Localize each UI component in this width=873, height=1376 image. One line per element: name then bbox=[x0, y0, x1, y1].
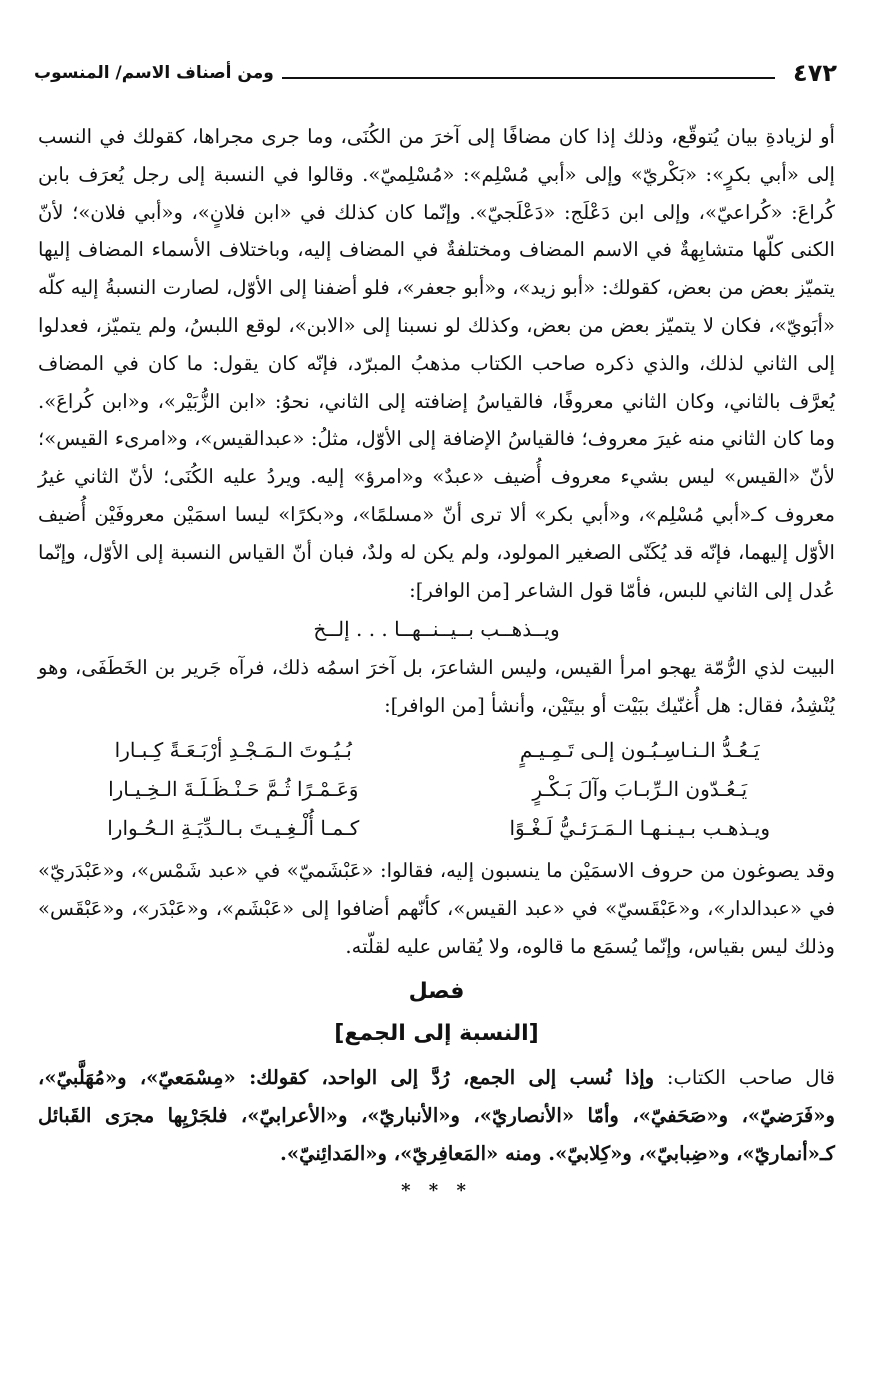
paragraph-section-text bbox=[38, 1059, 835, 1172]
section-title: فصل bbox=[408, 979, 465, 1005]
header-rule bbox=[282, 77, 775, 79]
section-quoted-text: وإذا نُسب إلى الجمع، رُدَّ إلى الواحد، كقولك: «مِسْمَعيّ»، و«مُهَلَّبيّ»، و«فَرَضيّ»، و«صَحَفيّ»، وأمّا «الأنصاريّ»، و«الأنباريّ»، و«الأعرابيّ»، فلجَرْيِها مجرَى القَبائل كـ«أنماريّ»، و«ضِبابيّ»، و«كِلابيّ». ومنه «المَعافِريّ»، و«المَدائِنيّ». bbox=[38, 1066, 835, 1165]
section-intro: قال صاحب الكتاب: bbox=[654, 1066, 835, 1090]
section-subtitle: [النسبة إلى الجمع] bbox=[334, 1021, 539, 1047]
paragraph-compounds: وقد يصوغون من حروف الاسمَيْن ما ينسبون إليه، فقالوا: «عَبْشَميّ» في «عبد شَمْس»، و«عَبْدَريّ» في «عبدالدار»، و«عَبْقَسيّ» في «عبد القيس»، كأنّهم أضافوا إلى «عَبْشَم»، و«عَبْدَر»، و«عَبْقَس» وذلك ليس بقياس، وإنّما يُسمَع ما قالوه، ولا يُقاس عليه لقلّته. bbox=[38, 858, 835, 958]
running-title: ومن أصناف الاسم/ المنسوب bbox=[34, 63, 274, 83]
verse-first-hemistich: يَـعُـدّون الـرِّبـابَ وآلَ بَـكْـرٍ bbox=[532, 776, 748, 801]
verse-fragment: ويــذهــب بــيــنــهــا . . . إلــخ bbox=[313, 617, 560, 642]
poem-verse bbox=[38, 770, 835, 809]
section-separator: * * * bbox=[401, 1179, 472, 1201]
verse-second-hemistich: كـمـا أُلْـغِـيـتَ بـالـدِّيَـةِ الـحُـوارا bbox=[107, 815, 360, 840]
paragraph-attribution: البيت لذي الرُّمّة يهجو امرأ القيس، وليس الشاعرَ، بل آخرَ اسمُه ذلك، فرآه جَرير بن الخَطَفَى، وهو يُنْشِدُ، فقال: هل أُغنّيك ببَيْت أو بيتَيْن، وأنشأ [من الوافر]: bbox=[38, 656, 835, 718]
verse-first-hemistich: ويـذهـب بـيـنـهـا الـمَـرَئـيُّ لَـغْـوًا bbox=[509, 815, 770, 840]
page-header bbox=[34, 56, 837, 90]
page-number: ٤٧٢ bbox=[793, 59, 837, 87]
verse-first-hemistich: يَـعُـدُّ الـنـاسِـبُـون إلـى تَـمِـيـمٍ bbox=[519, 737, 760, 762]
poem-verse bbox=[38, 731, 835, 770]
poem bbox=[38, 731, 835, 848]
verse-second-hemistich: بُـيُـوتَ الـمَـجْـدِ أرْبَـعَـةً كِـبـارا bbox=[114, 737, 352, 762]
verse-second-hemistich: وَعَـمْـرًا ثُـمَّ حَـنْـظَـلَـةَ الـخِـيـارا bbox=[108, 776, 359, 801]
poem-verse bbox=[38, 809, 835, 848]
paragraph-main: أو لزيادةِ بيان يُتوقّع، وذلك إذا كان مضافًا إلى آخرَ من الكُنَى، وما جرى مجراها، كقولك في النسب إلى «أبي بكرٍ»: «بَكْريّ» وإلى «أبي مُسْلِم»: «مُسْلِميّ». وقالوا في النسبة إلى رجل يُعرَف بابن كُراعَ: «كُراعيّ»، وإلى ابن دَعْلَج: «دَعْلَجيّ». وإنّما كان كذلك في «ابن فلانٍ»، و«أبي فلان»؛ لأنّ الكنى كلّها متشابِهةٌ في الاسم المضاف ومختلفةٌ في المضاف إليه، وباختلاف الأسماء المضاف إليها يتميّز بعض من بعض، كقولك: «أبو زيد»، و«أبو جعفر»، فلو أضفنا إلى الأوّل، لصارت النسبةُ إليه كلّه «أبَويّ»، فكان لا يتميّز بعض من بعض، وكذلك لو نسبنا إلى «الابن»، لوقع اللبسُ، ولم يتميّز، فعدلوا إلى الثاني لذلك، والذي ذكره صاحب الكتاب مذهبُ المبرّد، فإنّه كان يقول: ما كان في المضاف يُعرَّف بالثاني، وكان الثاني معروفًا، فالقياسُ إضافته إلى الثاني، نحوُ: «ابن الزُّبَيْر»، و«ابن كُراعَ». وما كان الثاني منه غيرَ معروف؛ فالقياسُ الإضافة إلى الأوّل، مثلُ: «عبدالقيس»، و«امرىء القيس»؛ لأنّ «القيس» ليس بشيء معروف أُضيف «عبدٌ» و«امرؤ» إليه. ويردُ عليه الكُنَى؛ لأنّ الثاني غيرُ معروف كـ«أبي مُسْلِم»، و«أبي بكر» ألا ترى أنّ «مسلمًا»، و«بكرًا» ليسا اسمَيْن معروفَيْن أُضيف الأوّل إليهما، فإنّه قد يُكَنّى الصغير المولود، ولم يكن له ولدٌ، فبان أنّ القياس النسبة إلى الأوّل، وإنّما عُدل إلى الثاني للبس، فأمّا قول الشاعر [من الوافر]: bbox=[38, 125, 836, 602]
page-body bbox=[38, 118, 835, 1209]
